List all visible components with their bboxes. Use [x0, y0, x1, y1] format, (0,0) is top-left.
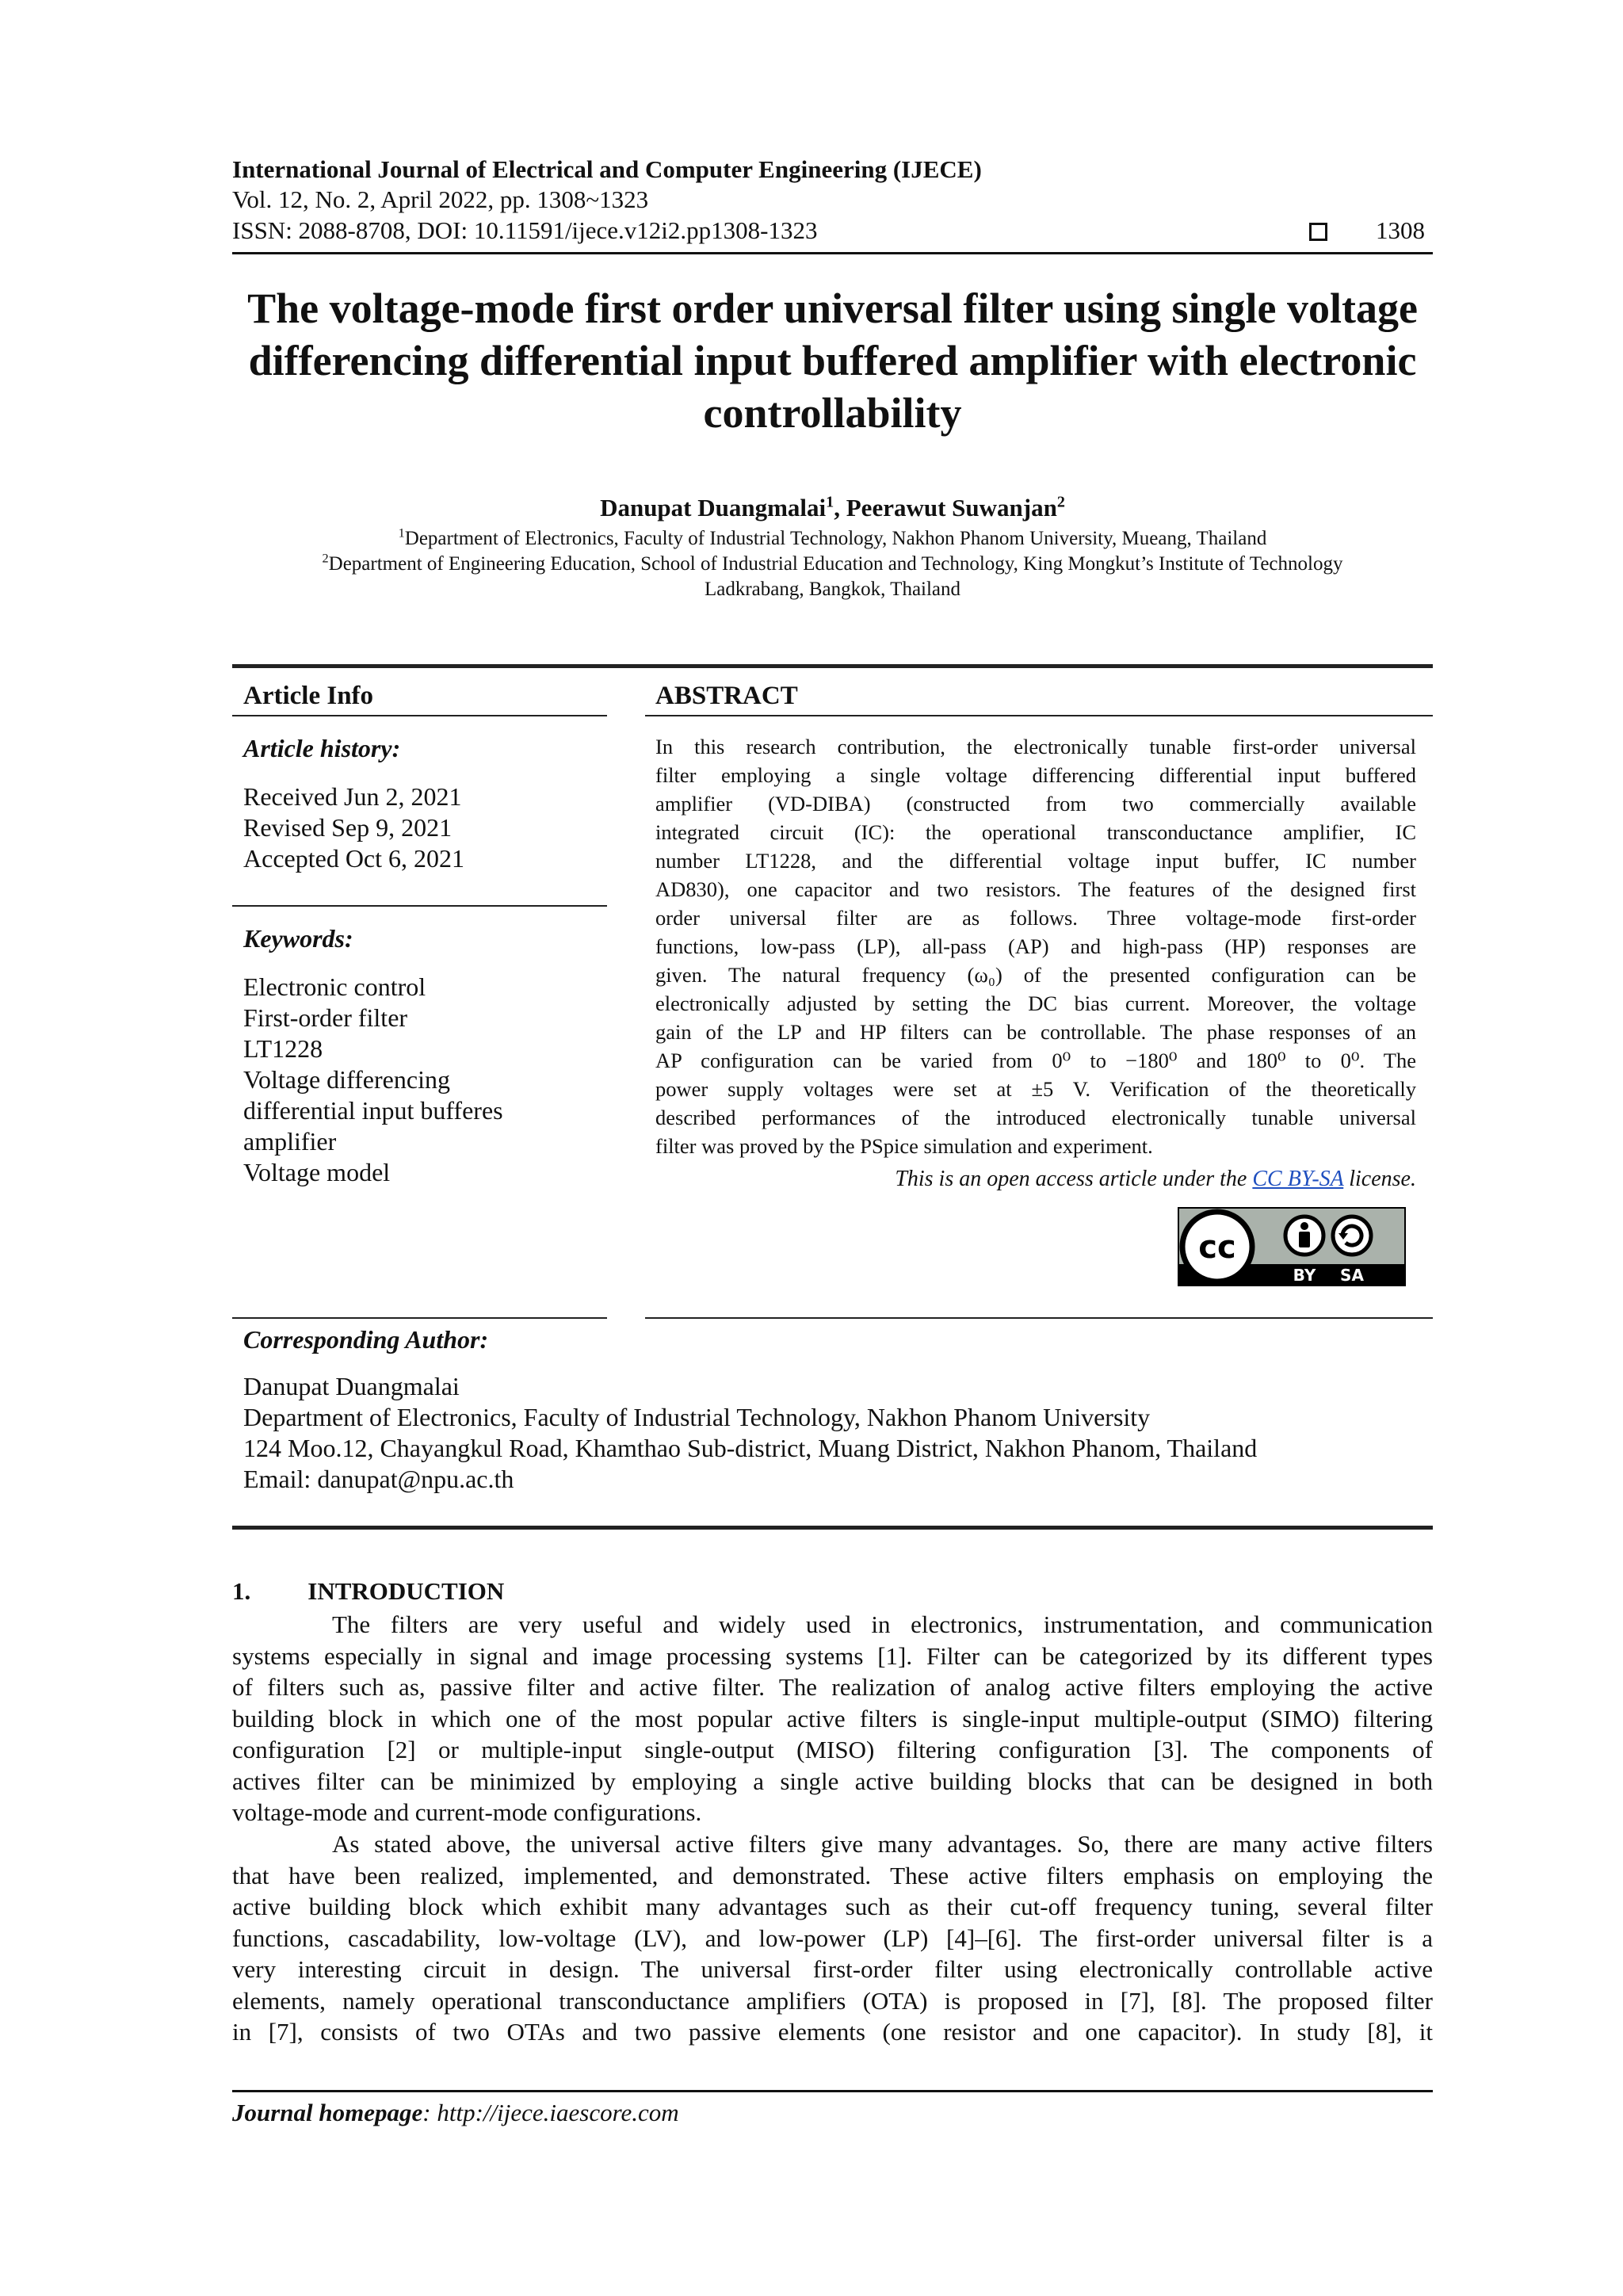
author-affil-mark: 1: [826, 493, 834, 511]
history-item: Received Jun 2, 2021: [243, 782, 462, 811]
body-line: As stated above, the universal active filters give many advantages. So, there are many active filters: [332, 1830, 1433, 1858]
abstract-line: number LT1228, and the differential voltage input buffer, IC number: [655, 849, 1416, 873]
abstract-rule: [645, 715, 1433, 716]
affiliation-1: [232, 526, 1433, 552]
abstract-line: given. The natural frequency (ω₀) of the presented configuration can be: [655, 963, 1416, 987]
affiliation-2: [232, 552, 1433, 577]
affiliation-2-cont: Ladkrabang, Bangkok, Thailand: [704, 579, 961, 600]
abstract-line: gain of the LP and HP filters can be controllable. The phase responses of an: [655, 1020, 1416, 1044]
abstract-heading: ABSTRACT: [655, 682, 798, 710]
body-line: of filters such as, passive filter and active filter. The realization of analog active filters employing the active: [232, 1673, 1433, 1701]
page-number: 1308: [1376, 216, 1425, 244]
abstract-line: filter employing a single voltage differencing differential input buffered: [655, 763, 1416, 787]
corresponding-line: Danupat Duangmalai: [243, 1372, 460, 1400]
abstract-bottom-rule: [645, 1317, 1433, 1319]
license-link[interactable]: CC BY-SA: [1252, 1167, 1344, 1191]
by-text: BY: [1293, 1266, 1316, 1285]
body-line: active building block which exhibit many advantages such as their cut-off frequency tuning, several filter: [232, 1893, 1433, 1920]
history-list: [243, 781, 464, 874]
paper-title: [200, 282, 1465, 439]
keyword: amplifier: [243, 1127, 337, 1156]
author-name: Peerawut Suwanjan: [846, 494, 1057, 521]
history-item: Accepted Oct 6, 2021: [243, 844, 465, 873]
keyword: Voltage model: [243, 1158, 391, 1186]
section-heading: [232, 1577, 504, 1606]
square-bullet-icon: [1309, 223, 1327, 241]
intro-paragraph-2: [232, 1828, 1433, 2048]
abstract-line: In this research contribution, the electronically tunable first-order universal: [655, 735, 1416, 758]
corresponding-heading: Corresponding Author:: [243, 1325, 489, 1354]
abstract-line: AD830), one capacitor and two resistors. The features of the designed first: [655, 877, 1416, 901]
abstract-line: functions, low-pass (LP), all-pass (AP) and high-pass (HP) responses are: [655, 934, 1416, 958]
abstract-line: integrated circuit (IC): the operational transconductance amplifier, IC: [655, 820, 1416, 844]
cc-text: cc: [1198, 1229, 1236, 1266]
keyword: differential input bufferes: [243, 1096, 503, 1125]
keyword: LT1228: [243, 1034, 323, 1063]
abstract-body: [655, 732, 1416, 1160]
corresponding-line: Department of Electronics, Faculty of Industrial Technology, Nakhon Phanom University: [243, 1403, 1151, 1431]
keywords-list: [243, 972, 503, 1188]
license-suffix: license.: [1343, 1167, 1416, 1191]
footer-label: Journal homepage: [232, 2099, 423, 2126]
title-line: controllability: [703, 389, 962, 437]
footer-rule: [232, 2090, 1433, 2092]
author-affil-mark: 2: [1056, 493, 1065, 511]
keyword: First-order filter: [243, 1003, 408, 1032]
abstract-line: described performances of the introduced electronically tunable universal: [655, 1106, 1416, 1129]
license-statement: [655, 1167, 1416, 1192]
info-top-rule: [232, 664, 1433, 668]
title-line: differencing differential input buffered amplifier with electronic: [248, 337, 1417, 384]
corresponding-line: 124 Moo.12, Chayangkul Road, Khamthao Sub-district, Muang District, Nakhon Phanom, Thailand: [243, 1434, 1258, 1462]
history-heading: Article history:: [243, 734, 401, 762]
article-info-heading: Article Info: [243, 682, 374, 710]
abstract-line: electronically adjusted by setting the DC bias current. Moreover, the voltage: [655, 991, 1416, 1015]
journal-name: International Journal of Electrical and Computer Engineering (IJECE): [232, 155, 982, 183]
body-line: The filters are very useful and widely used in electronics, instrumentation, and communication: [332, 1610, 1433, 1638]
body-line: systems especially in signal and image processing systems [1]. Filter can be categorized by its different types: [232, 1641, 1433, 1670]
body-line: configuration [2] or multiple-input single-output (MISO) filtering configuration [3]. The components of: [232, 1736, 1433, 1763]
title-line: The voltage-mode first order universal filter using single voltage: [247, 285, 1418, 332]
info-bottom-rule: [232, 1526, 1433, 1530]
body-line: functions, cascadability, low-voltage (LV), and low-power (LP) [4]–[6]. The first-order universal filter is a: [232, 1924, 1433, 1952]
body-line: very interesting circuit in design. The universal first-order filter using electronically controllable active: [232, 1955, 1433, 1983]
section-title: INTRODUCTION: [307, 1577, 505, 1605]
abstract-line: power supply voltages were set at ±5 V. Verification of the theoretically: [655, 1077, 1416, 1101]
section-number: 1.: [232, 1577, 251, 1605]
journal-homepage: [232, 2099, 679, 2127]
sa-text: SA: [1340, 1266, 1364, 1285]
affil-mark: 1: [398, 525, 405, 541]
cc-by-sa-badge-icon[interactable]: [1178, 1207, 1406, 1286]
abstract-line: order universal filter are as follows. Three voltage-mode first-order: [655, 906, 1416, 930]
body-line: voltage-mode and current-mode configurations.: [232, 1798, 702, 1826]
license-prefix: This is an open access article under the: [895, 1167, 1253, 1191]
affil-text: Department of Electronics, Faculty of Industrial Technology, Nakhon Phanom University, Mueang, Thailand: [404, 528, 1267, 549]
abstract-line: amplifier (VD-DIBA) (constructed from two commercially available: [655, 792, 1416, 816]
abstract-line: AP configuration can be varied from 0⁰ to −180⁰ and 180⁰ to 0⁰. The: [655, 1049, 1416, 1072]
author-name: Danupat Duangmalai: [600, 494, 827, 521]
history-rule: [232, 905, 607, 907]
issn-doi: ISSN: 2088-8708, DOI: 10.11591/ijece.v12i2.pp1308-1323: [232, 216, 818, 244]
history-item: Revised Sep 9, 2021: [243, 813, 453, 842]
abstract-line: filter was proved by the PSpice simulation and experiment.: [655, 1134, 1153, 1158]
article-info-rule: [232, 715, 607, 716]
volume-info: Vol. 12, No. 2, April 2022, pp. 1308~1323: [232, 185, 649, 213]
body-line: in [7], consists of two OTAs and two passive elements (one resistor and one capacitor). In study [8], it: [232, 2018, 1433, 2046]
body-line: that have been realized, implemented, and demonstrated. These active filters emphasis on employing the: [232, 1861, 1433, 1889]
corresponding-email: Email: danupat@npu.ac.th: [243, 1465, 514, 1493]
keyword: Voltage differencing: [243, 1065, 450, 1094]
body-line: elements, namely operational transconductance amplifiers (OTA) is proposed in [7], [8]. The proposed filter: [232, 1986, 1433, 2015]
affil-text: Department of Engineering Education, School of Industrial Education and Technology, King Mongkut’s Institute of Technology: [328, 553, 1343, 575]
keywords-rule: [232, 1317, 607, 1319]
author-separator: ,: [834, 494, 846, 521]
author-list: [232, 494, 1433, 522]
body-line: actives filter can be minimized by employing a single active building blocks that can be designed in both: [232, 1767, 1433, 1795]
intro-paragraph-1: [232, 1609, 1433, 1828]
keyword: Electronic control: [243, 972, 426, 1001]
header-rule: [232, 252, 1433, 254]
keywords-heading: Keywords:: [243, 924, 353, 953]
footer-url[interactable]: : http://ijece.iaescore.com: [422, 2099, 679, 2126]
affil-mark: 2: [322, 551, 329, 566]
corresponding-details: [243, 1371, 1257, 1495]
body-line: building block in which one of the most popular active filters is single-input multiple-output (SIMO) filtering: [232, 1704, 1433, 1733]
